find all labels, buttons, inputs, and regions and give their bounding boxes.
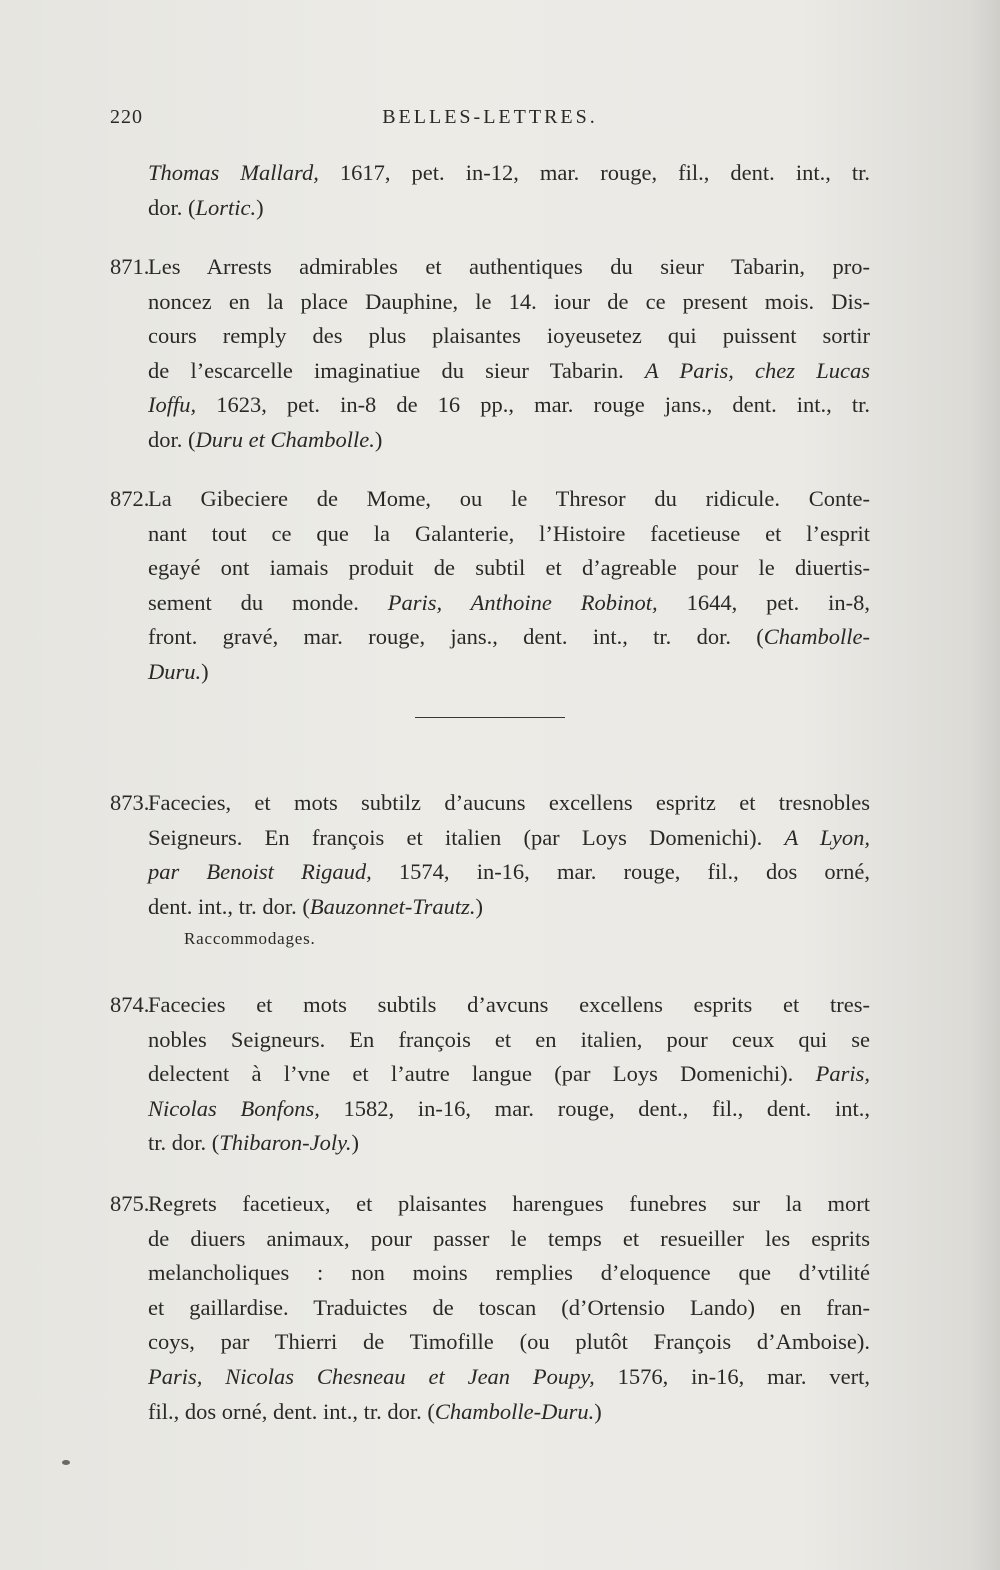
entry-text: Facecies, et mots subtilz d’aucuns excellens espritz et tresnobles: [148, 790, 870, 815]
entry-line: [110, 1057, 870, 1092]
entry-text: melancholiques : non moins remplies d’eloquence que d’vtilité: [148, 1260, 870, 1286]
entry-italic-text: Thomas Mallard,: [148, 160, 319, 185]
entry-text: 1623, pet. in-8 de 16 pp., mar. rouge jans., dent. int., tr.: [196, 392, 870, 418]
entry-text: dor. (: [148, 194, 196, 220]
entry-number: 871.: [110, 254, 150, 279]
entry-italic-text: A Lyon,: [784, 824, 870, 850]
running-title: BELLES-LETTRES.: [382, 106, 598, 128]
entry-872: [110, 482, 870, 690]
entry-line: [110, 1126, 870, 1161]
entry-note: Raccommodages.: [184, 929, 316, 949]
entry-text: ): [594, 1398, 602, 1424]
entry-text: 1574, in-16, mar. rouge, fil., dos orné,: [371, 859, 870, 885]
section-rule: [415, 717, 565, 718]
entry-line: [110, 517, 870, 552]
entry-873: [110, 786, 870, 954]
page-number: 220: [110, 106, 143, 128]
entry-line: [110, 586, 870, 621]
page-header: [110, 106, 870, 136]
entry-italic-text: Thibaron-Joly.: [219, 1130, 352, 1156]
entry-line: [110, 890, 870, 925]
entry-line: [110, 156, 870, 191]
entry-text: cours remply des plus plaisantes ioyeusetez qui puissent sortir: [148, 323, 870, 349]
entry-number: 875.: [110, 1191, 150, 1216]
entry-italic-text: Nicolas Bonfons,: [148, 1095, 320, 1121]
entry-text: ): [374, 426, 383, 452]
entry-text: nant tout ce que la Galanterie, l’Histoire facetieuse et l’esprit: [148, 520, 870, 546]
entry-line: [110, 1222, 870, 1257]
entry-text: noncez en la place Dauphine, le 14. iour de ce present mois. Dis-: [148, 288, 870, 314]
entry-text: Regrets facetieux, et plaisantes harengues funebres sur la mort: [148, 1191, 870, 1216]
entry-text: dor. (: [148, 426, 196, 452]
entry-italic-text: A Paris, chez Lucas: [644, 357, 870, 383]
entry-line: [110, 1187, 870, 1222]
entry-text: delectent à l’vne et l’autre langue (par Loys Domenichi).: [148, 1061, 816, 1087]
entry-line: [110, 1092, 870, 1127]
entry-text: et gaillardise. Traduictes de toscan (d’Ortensio Lando) en fran-: [148, 1294, 870, 1320]
entry-line: [110, 1360, 870, 1395]
entry-text: La Gibeciere de Mome, ou le Thresor du ridicule. Conte-: [148, 486, 870, 511]
entry-text: dent. int., tr. dor. (: [148, 893, 310, 919]
entry-text: nobles Seigneurs. En françois et en italien, pour ceux qui se: [148, 1026, 870, 1052]
entry-text: 1644, pet. in-8,: [657, 589, 870, 615]
entry-line: [110, 1395, 870, 1430]
entry-line: [110, 655, 870, 690]
entry-line: [110, 551, 870, 586]
entry-italic-text: Duru.: [148, 658, 202, 684]
entry-text: ): [256, 194, 264, 220]
entry-italic-text: Bauzonnet-Trautz.: [309, 893, 476, 919]
entry-line: [110, 821, 870, 856]
entry-text: de diuers animaux, pour passer le temps et resueiller les esprits: [148, 1225, 870, 1251]
entry-line: [110, 1256, 870, 1291]
entry-text: egayé ont iamais produit de subtil et d’agreable pour le diuertis-: [148, 555, 870, 581]
entry-text: ): [351, 1130, 360, 1156]
entry-italic-text: Ioffu,: [148, 392, 197, 418]
entry-text: 1582, in-16, mar. rouge, dent., fil., dent. int.,: [319, 1095, 871, 1121]
entry-line: [110, 620, 870, 655]
entry-text: sement du monde.: [148, 589, 388, 615]
entry-text: de l’escarcelle imaginatiue du sieur Tabarin.: [148, 357, 645, 383]
entry-871: [110, 250, 870, 458]
entry-text: Facecies et mots subtils d’avcuns excellens esprits et tres-: [148, 992, 870, 1017]
entry-line: [110, 319, 870, 354]
entry-continuation: [110, 156, 870, 225]
entry-text: tr. dor. (: [148, 1130, 220, 1156]
entry-line: [110, 423, 870, 458]
entry-line: [110, 388, 870, 423]
paper-spot: [62, 1460, 70, 1465]
entry-text: front. gravé, mar. rouge, jans., dent. int., tr. dor. (: [148, 624, 764, 650]
entry-text: ): [475, 893, 484, 919]
entry-italic-text: Lortic.: [195, 194, 257, 220]
entry-italic-text: Paris, Anthoine Robinot,: [387, 589, 658, 615]
entry-italic-text: Chambolle-: [763, 624, 870, 650]
entry-text: Les Arrests admirables et authentiques du sieur Tabarin, pro-: [148, 254, 870, 279]
entry-line: [110, 285, 870, 320]
entry-line: [110, 191, 870, 226]
entry-text: fil., dos orné, dent. int., tr. dor. (: [148, 1398, 435, 1424]
entry-line: [110, 988, 870, 1023]
entry-text: Seigneurs. En françois et italien (par Loys Domenichi).: [148, 824, 785, 850]
entry-line: [110, 786, 870, 821]
entry-italic-text: par Benoist Rigaud,: [148, 859, 372, 885]
entry-line: [110, 250, 870, 285]
entry-number: 873.: [110, 790, 150, 815]
entry-number: 874.: [110, 992, 150, 1017]
entry-line: [110, 482, 870, 517]
entry-line: [110, 1023, 870, 1058]
entry-text: coys, par Thierri de Timofille (ou plutôt François d’Amboise).: [148, 1329, 870, 1355]
entry-line: [110, 855, 870, 890]
entry-italic-text: Chambolle-Duru.: [434, 1398, 595, 1424]
entry-line: [110, 1325, 870, 1360]
entry-875: [110, 1187, 870, 1429]
entry-874: [110, 988, 870, 1161]
entry-number: 872.: [110, 486, 150, 511]
entry-line: [110, 354, 870, 389]
entry-text: ): [201, 658, 209, 684]
entry-text: 1617, pet. in-12, mar. rouge, fil., dent. int., tr.: [318, 160, 870, 185]
entry-text: 1576, in-16, mar. vert,: [594, 1363, 870, 1389]
entry-line: [110, 1291, 870, 1326]
entry-italic-text: Paris,: [815, 1061, 870, 1087]
entry-italic-text: Duru et Chambolle.: [195, 426, 375, 452]
entry-italic-text: Paris, Nicolas Chesneau et Jean Poupy,: [148, 1363, 595, 1389]
